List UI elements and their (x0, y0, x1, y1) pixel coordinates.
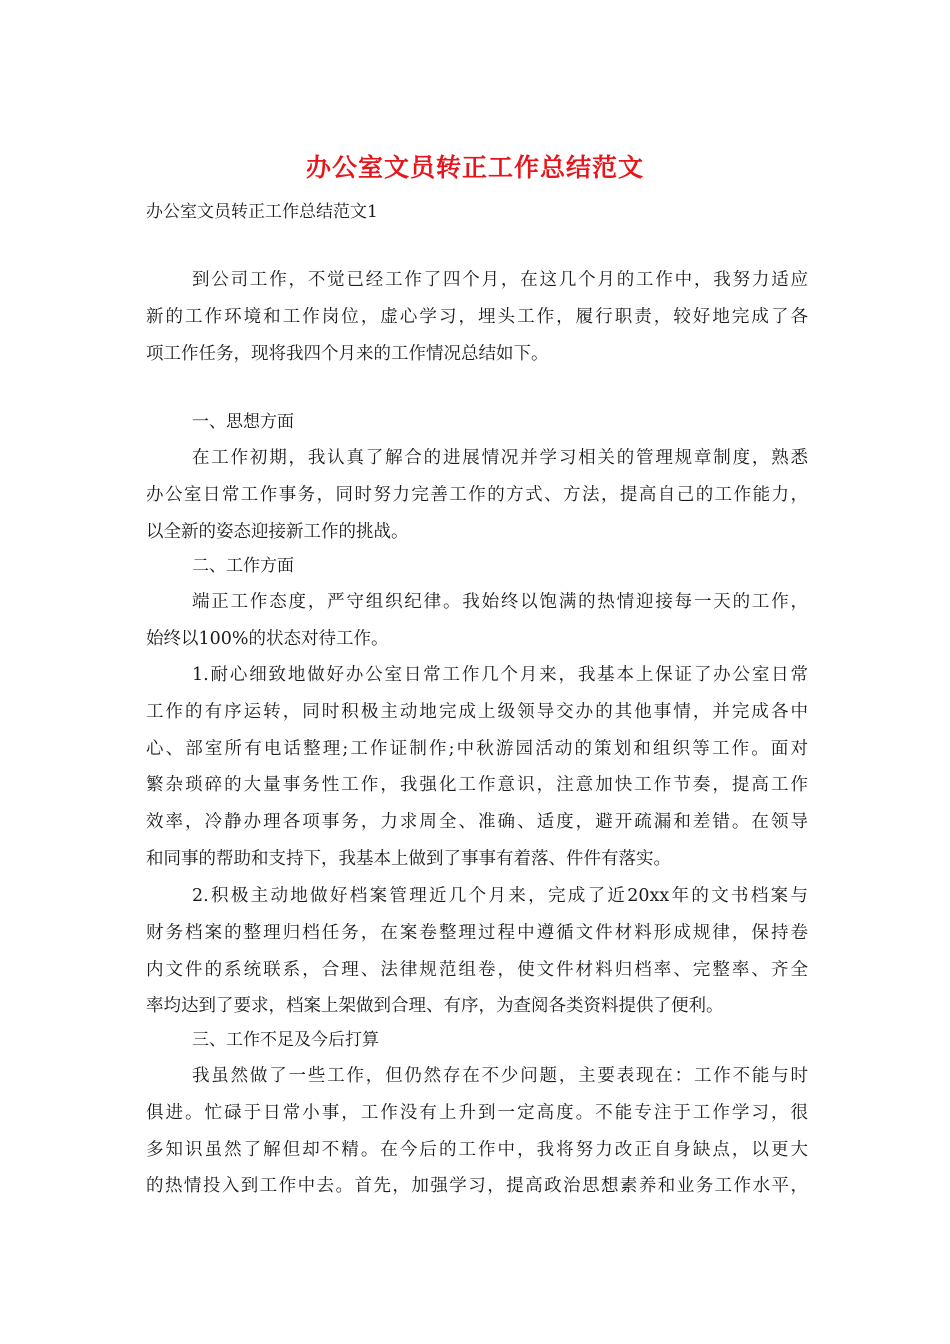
paragraph-line: 工作的有序运转，同时积极主动地完成上级领导交办的其他事情，并完成各中 (146, 701, 808, 722)
section2-paragraph-3 (146, 878, 808, 1025)
paragraph-line: 繁杂琐碎的大量事务性工作，我强化工作意识，注意加快工作节奏，提高工作 (146, 775, 808, 796)
paragraph-line: 到公司工作，不觉已经工作了四个月，在这几个月的工作中，我努力适应 (192, 270, 808, 290)
paragraph-line: 的热情投入到工作中去。首先，加强学习，提高政治思想素养和业务工作水平， (146, 1176, 808, 1197)
section1-paragraph (146, 440, 808, 550)
section-heading-thought: 一、思想方面 (192, 412, 294, 432)
intro-paragraph (146, 262, 808, 372)
paragraph-line: 始终以100%的状态对待工作。 (146, 628, 389, 649)
paragraph-line: 以全新的姿态迎接新工作的挑战。 (146, 521, 409, 542)
paragraph-line: 我虽然做了一些工作，但仍然存在不少问题，主要表现在：工作不能与时 (192, 1066, 808, 1086)
paragraph-line: 财务档案的整理归档任务，在案卷整理过程中遵循文件材料形成规律，保持卷 (146, 922, 808, 943)
section2-paragraph-1 (146, 584, 808, 658)
paragraph-line: 1.耐心细致地做好办公室日常工作几个月来，我基本上保证了办公室日常 (192, 665, 808, 685)
paragraph-line: 效率，冷静办理各项事务，力求周全、准确、适度，避开疏漏和差错。在领导 (146, 812, 808, 833)
paragraph-line: 办公室日常工作事务，同时努力完善工作的方式、方法，提高自己的工作能力， (146, 484, 808, 505)
paragraph-line: 多知识虽然了解但却不精。在今后的工作中，我将努力改正自身缺点，以更大 (146, 1139, 808, 1160)
section-heading-work: 二、工作方面 (192, 556, 294, 576)
paragraph-line: 新的工作环境和工作岗位，虚心学习，埋头工作，履行职责，较好地完成了各 (146, 306, 808, 327)
paragraph-line: 和同事的帮助和支持下，我基本上做到了事事有着落、件件有落实。 (146, 848, 671, 869)
paragraph-line: 项工作任务，现将我四个月来的工作情况总结如下。 (146, 343, 549, 364)
section2-paragraph-2 (146, 657, 808, 878)
section3-paragraph (146, 1058, 808, 1205)
paragraph-line: 率均达到了要求，档案上架做到合理、有序，为查阅各类资料提供了便利。 (146, 996, 724, 1017)
paragraph-line: 2.积极主动地做好档案管理近几个月来，完成了近20xx年的文书档案与 (192, 886, 808, 906)
paragraph-line: 心、部室所有电话整理;工作证制作;中秋游园活动的策划和组织等工作。面对 (146, 738, 808, 759)
document-title: 办公室文员转正工作总结范文 (305, 153, 644, 182)
paragraph-line: 内文件的系统联系，合理、法律规范组卷，使文件材料归档率、完整率、齐全 (146, 959, 808, 980)
paragraph-line: 俱进。忙碌于日常小事，工作没有上升到一定高度。不能专注于工作学习，很 (146, 1102, 808, 1123)
paragraph-line: 在工作初期，我认真了解合的进展情况并学习相关的管理规章制度，熟悉 (192, 448, 808, 468)
paragraph-line: 端正工作态度，严守组织纪律。我始终以饱满的热情迎接每一天的工作， (192, 592, 808, 612)
document-subtitle: 办公室文员转正工作总结范文1 (146, 202, 378, 222)
section-heading-shortcomings: 三、工作不足及今后打算 (192, 1030, 379, 1050)
